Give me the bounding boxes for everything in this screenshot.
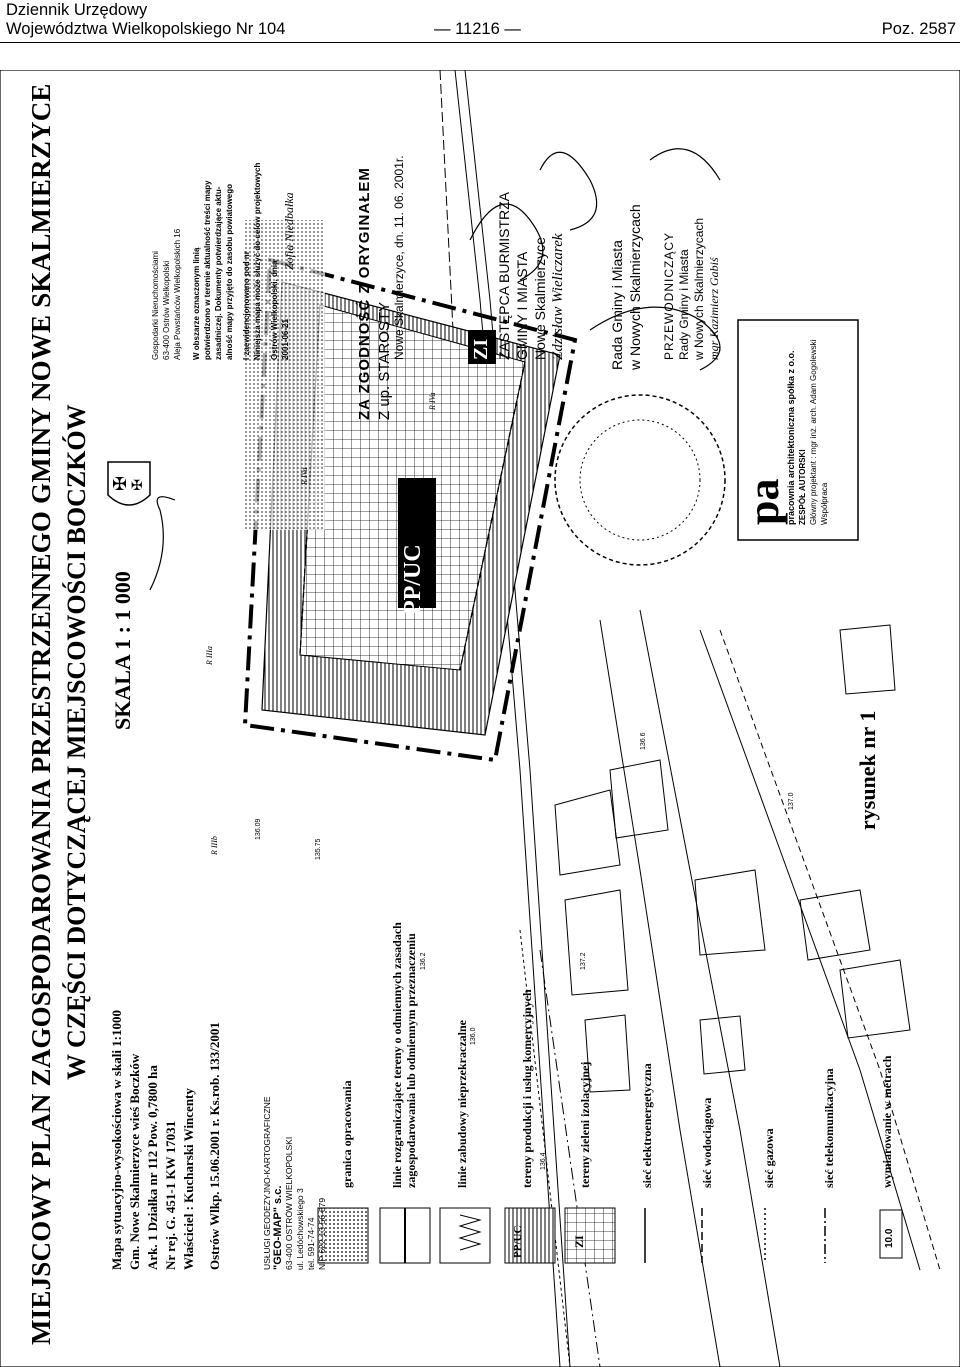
surveyor-line: 63-400 OSTRÓW WIELKOPOLSKI	[284, 1136, 294, 1270]
zoning-plan-map	[0, 70, 960, 1367]
page-header	[0, 0, 960, 44]
journal-title	[6, 1, 285, 39]
legend-zi: tereny zieleni izolacyjnej	[578, 1061, 592, 1188]
authority-line: Niniejsza mapa może służyć do celów projektowych	[253, 162, 262, 360]
plan-title-line-2: W CZĘŚCI DOTYCZĄCEJ MIEJSCOWOŚCI BOCZKÓW	[62, 404, 91, 1080]
land-label: R IVa	[428, 392, 437, 410]
journal-line-1: Dziennik Urzędowy	[6, 1, 148, 19]
surveyor-line: tel. 591-74-74	[306, 1217, 316, 1270]
map-info-line: Ostrów Wlkp. 15.06.2001 r. Ks.rob. 133/2001	[207, 1022, 222, 1270]
elevation-label: 137.0	[788, 792, 795, 810]
map-info-line: Mapa sytuacyjno-wysokościowa w skali 1:1000	[109, 1009, 124, 1270]
authority-line: Aleja Powstańców Wielkopolskich 16	[173, 228, 182, 360]
elevation-label: 136.6	[640, 732, 647, 750]
legend-dividing: linie rozgraniczające tereny o odmiennych zasadach zagospodarowania lub odmiennym przeznaczeniu	[390, 922, 418, 1188]
council-line: Rada Gminy i Miasta	[609, 240, 625, 370]
legend-dims: wymiarowanie w metrach	[880, 1055, 894, 1188]
chairman-line: w Nowych Skalmierzycach	[692, 217, 706, 360]
authority-line: potwierdzono w terenie aktualność treści mapy	[203, 180, 212, 360]
architect-chief: Główny projektant : mgr inż. arch. Adam Gogolewski	[809, 339, 818, 525]
architect-box	[739, 339, 830, 525]
elevation-label: 136.2	[420, 952, 427, 970]
certification-title: ZA ZGODNOŚĆ Z ORYGINAŁEM	[356, 167, 373, 420]
authority-line: Gospodarki Nieruchomościami	[151, 251, 160, 360]
deputy-mayor-line: Nowe Skalmierzyce	[532, 237, 548, 360]
deputy-mayor-stamp	[495, 192, 567, 360]
authority-line: W obszarze oznaczonym linią	[192, 247, 201, 360]
map-info-line: Właściciel : Kucharski Wincenty	[181, 1088, 196, 1270]
zone-ppuc-label: PP/UC	[400, 544, 426, 615]
architect-name: pracownia architektoniczna spółka z o.o.	[786, 350, 796, 525]
authority-date: 2001-06-21	[281, 319, 290, 360]
authority-stamp	[150, 163, 291, 360]
svg-text:✠: ✠	[131, 478, 143, 494]
legend-telecom: sieć telekomunikacyjna	[822, 1068, 836, 1188]
chairman-line: Rady Gminy i Miasta	[677, 249, 691, 360]
map-info-line: Gm. Nowe Skalmierzyce wieś Boczków	[127, 1053, 142, 1270]
surveyor-line: NIP 622-13-56-879	[317, 1197, 327, 1270]
certification-stamp	[355, 167, 395, 420]
legend-ppuc: tereny produkcji i usług komercyjnych	[520, 989, 534, 1188]
land-label: R IIIa	[205, 646, 214, 665]
position-number: Poz. 2587	[881, 20, 956, 38]
architect-logo: pa	[739, 478, 788, 525]
parcel-outlines	[555, 625, 910, 1092]
authority-line: zasadniczej. Dokumenty potwierdzające aktu-	[214, 186, 223, 360]
elevation-label: 136.4	[540, 1152, 547, 1170]
legend-building: linie zabudowy nieprzekraczalne	[455, 1020, 469, 1188]
surveyor-line: USŁUGI GEODEZYJNO-KARTOGRAFICZNE	[262, 1096, 272, 1270]
council-stamp	[608, 204, 644, 370]
elevation-label: 135.75	[315, 838, 322, 860]
legend-ppuc-symbol: PP/UC	[512, 1225, 524, 1258]
certification-signatory: Zofia Niedbałka	[282, 192, 296, 270]
page-number: — 11216 —	[434, 20, 521, 38]
map-info-block	[108, 1010, 224, 1270]
surveyor-name: "GEO-MAP" s.c.	[272, 1185, 284, 1270]
map-info-line: Ark. 1 Działka nr 112 Pow. 0,7800 ha	[145, 1065, 160, 1270]
drawing-number: rysunek nr 1	[855, 710, 880, 830]
elevation-label: 137.2	[580, 952, 587, 970]
chairman-stamp	[662, 218, 722, 360]
land-label: R IVa	[300, 467, 309, 485]
certification-place-date: Nowe Skalmierzyce, dn. 11. 06. 2001r.	[392, 155, 406, 360]
authority-line: 63-400 Ostrów Wielkopolski	[162, 260, 171, 360]
legend-zi-symbol: ZI	[572, 1235, 586, 1248]
chairman-title: PRZEWODNICZĄCY	[662, 232, 676, 360]
legend-gas: sieć gazowa	[762, 1128, 776, 1188]
legend-electric: sieć elektroenergetyczna	[640, 1063, 654, 1188]
certification-line: Z up. STAROSTY	[376, 301, 393, 420]
authority-line: I zaewidencjonowano pod nr	[242, 251, 251, 360]
round-stamp	[555, 395, 725, 565]
coat-of-arms	[108, 462, 150, 505]
zone-zi-label: ZI	[470, 338, 492, 360]
architect-team: ZESPÓŁ AUTORSKI	[798, 449, 807, 525]
legend-dims-symbol: 10.0	[884, 1228, 895, 1248]
architect-collab: Współpraca	[820, 482, 829, 525]
surveyor-line: ul. Ledóchowskiego 3	[295, 1188, 305, 1270]
authority-line: Ostrów Wielkopolski, dnia	[270, 260, 279, 360]
surveyor-stamp	[262, 1097, 328, 1271]
elevation-label: 136.0	[470, 1027, 477, 1045]
svg-text:✠: ✠	[112, 474, 128, 495]
legend-boundary: granica opracowania	[340, 1080, 354, 1188]
council-line: w Nowych Skalmierzycach	[627, 204, 643, 370]
deputy-mayor-line: GMINY I MIASTA	[514, 251, 530, 360]
map-info-line: Nr rej. G. 451-1 KW 17031	[163, 1120, 178, 1270]
authority-line: alność mapy przyjęto do zasobu powiatowego	[225, 183, 234, 360]
plan-title-line-1: MIEJSCOWY PLAN ZAGOSPODAROWANIA PRZESTRZENNEGO GMINY NOWE SKALMIERZYCE	[26, 83, 56, 1345]
land-label: R IIIb	[210, 836, 219, 855]
journal-line-2: Województwa Wielkopolskiego Nr 104	[6, 20, 286, 38]
deputy-mayor-line: ZASTĘPCA BURMISTRZA	[496, 191, 512, 360]
header-rule	[0, 42, 960, 43]
chairman-name: mgr Kazimierz Gabiś	[707, 257, 721, 360]
legend-water: sieć wodociągowa	[700, 1097, 714, 1188]
elevation-label: 136.09	[255, 818, 262, 840]
scale-label: SKALA 1 : 1 000	[110, 571, 135, 730]
legend-symbols	[318, 1208, 902, 1263]
deputy-mayor-name: Zdzisław Wieliczarek	[550, 233, 566, 360]
